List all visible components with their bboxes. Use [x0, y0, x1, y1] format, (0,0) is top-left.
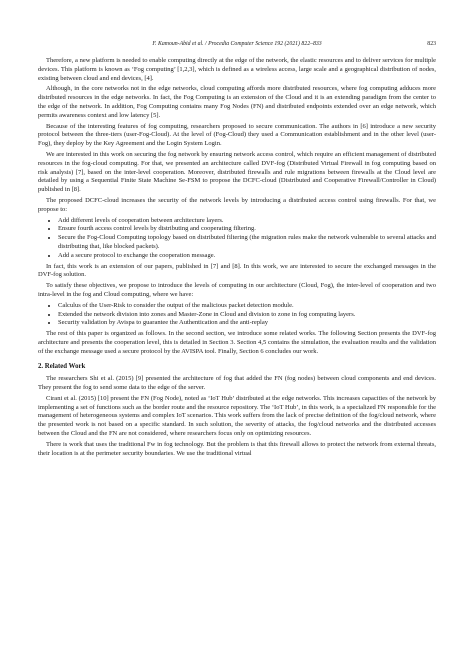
list-item: • Secure the Fog-Cloud Computing topology based on distributed filtering (the migration rules make the network vulnerable to several attacks and distributing that, like blocked packets).: [58, 234, 436, 252]
paragraph-7: To satisfy these objectives, we propose to introduce the levels of computing in our architecture (Cloud, Fog), the inter-level of cooperation and two intra-level in the fog and Cloud computing, where we have:: [38, 282, 436, 298]
list-item: • Add a secure protocol to exchange the cooperation message.: [58, 252, 436, 261]
paragraph-2: Although, in the core networks not in the edge networks, cloud computing affords more distributed resources, where fog computing adduces more distributed resources in the edge networks. In fact, the Fog Computing is an extension of the Cloud and it is an extending paradigm from the center to the edge of the network. In addition, Fog Computing contains many Fog Nodes (FN) and distributed endpoints extended over an edge network, which permits awareness context and low latency [5].: [38, 85, 436, 119]
paragraph-6: In fact, this work is an extension of our papers, published in [7] and [8]. In this work, we are interested to secure the exchanged messages in the DVF-fog solution.: [38, 262, 436, 279]
paragraph-5: The proposed DCFC-cloud increases the security of the network levels by introducing a distributed access control using firewalls. For that, we propose to:: [38, 196, 436, 213]
paragraph-10: Cirani et al. (2015) [10] present the FN (Fog Node), noted as ‘IoT Hub’ distributed at the edge networks. This increases capacities of the network by implementing a set of functions such as the border route and the resource repository. The ‘IoT Hub’, in this work, is a specialized FN responsible for the management of heterogeneous systems and complex IoT scenarios. This work suffers from the lack of precise definition of the fog/cloud network, where the presented work is not based on a specific standard. In such solution, the severity of attacks, the fog/cloud networks and the distributed accesses between the Cloud and the FN are not considered, where researchers focus only on optimizing resources.: [38, 394, 436, 438]
paragraph-11: There is work that uses the traditional Fw in fog technology. But the problem is that this firewall allows to protect the network from external threats, their location is at the perimeter security boundaries. We use the traditional virtual: [38, 440, 436, 457]
body-text: [38, 57, 436, 460]
paragraph-9: The researchers Shi et al. (2015) [9] presented the architecture of fog that added the FN (fog nodes) between cloud components and end devices. They present the fog to send some data to the edge of the server.: [38, 375, 436, 392]
list-item: • Security validation by Avispa to guarantee the Authentication and the anti-replay: [58, 319, 436, 328]
list-item: • Ensure fourth access control levels by distributing and cooperating filtering.: [58, 225, 436, 234]
contributions-list: [38, 302, 436, 328]
list-item: • Extended the network division into zones and Master-Zone in Cloud and division to zone in fog computing layers.: [58, 311, 436, 320]
page-number: 823: [427, 41, 436, 47]
objectives-list: [38, 217, 436, 261]
section-heading: 2. Related Work: [38, 362, 86, 370]
paragraph-3: Because of the interesting features of fog computing, researchers proposed to secure communication. The authors in [6] introduce a new security protocol between the three-tiers (user-Fog-Cloud). At the level of (Fog-Cloud) they used a Communication establishment and in the other level (user-Fog), they deploy by the Key Agreement and the Login System Login.: [38, 122, 436, 148]
list-item: • Add different levels of cooperation between architecture layers.: [58, 217, 436, 226]
paragraph-8: The rest of this paper is organized as follows. In the second section, we introduce some related works. The following Section presents the DVF-fog architecture and presents the cooperation level, this is detailed in Section 3. Section 4,5 contains the simulation, the evaluation results and the validation of the exchange message used a secure protocol by the AVISPA tool. Finally, Section 6 concludes our work.: [38, 330, 436, 355]
running-title: F. Kamoun-Abid et al. / Procedia Computer Science 192 (2021) 822–833: [152, 41, 322, 47]
list-item: • Calculus of the User-Risk to consider the output of the malicious packet detection module.: [58, 302, 436, 311]
running-header: [38, 40, 436, 49]
paragraph-4: We are interested in this work on securing the fog network by ensuring network access control, which require an efficient management of distributed resources in the fog-cloud computing. For that, we presented an architecture called DVF-fog (Distributed Virtual Firewall in fog computing based on risk analysis) [7], based on the inter-level cooperation. Moreover, distributed firewalls and rule migrations between firewalls at the Cloud level are detailed by using a Sequential Finite State Machine Se-FSM to propose the DCFC-cloud (Distributed and Cooperative Firewall/Controller in Cloud) published in [8].: [38, 150, 436, 194]
paragraph-1: Therefore, a new platform is needed to enable computing directly at the edge of the network, the elastic resources and to deliver services for multiple devices. This platform is known as ‘Fog computing’ [1,2,3], which is defined as a wireless access, large scale and a geographical distribution of nodes, existing between cloud and end devices, [4].: [38, 57, 436, 82]
